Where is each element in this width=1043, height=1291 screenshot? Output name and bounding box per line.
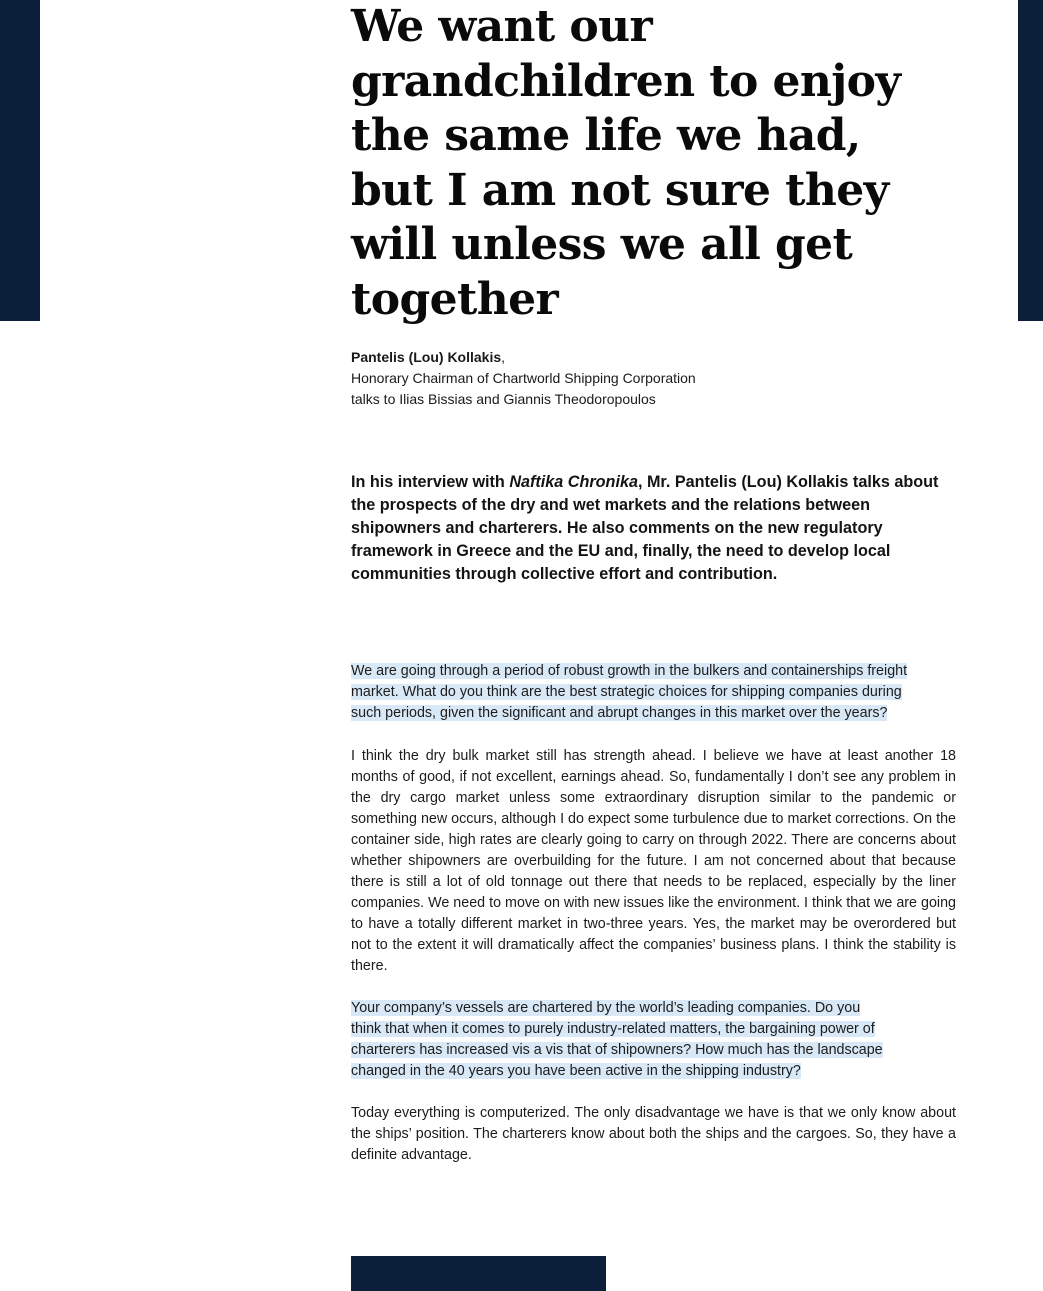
name-comma: , [501,349,506,365]
intro-paragraph [351,471,956,586]
question-1-text: We are going through a period of robust growth in the bulkers and containerships freight market. What do you think are the best strategic choices for shipping companies during such periods, given the significant and abrupt changes in this market over the years? [351,663,908,721]
article [351,0,956,1163]
intro-text: , Mr. Pantelis (Lou) Kollakis talks about the prospects of the dry and wet markets and the relations between shipowners and charterers. He also comments on the new regulatory framework in Greece and the EU and, finally, the need to develop local communities through collective effort and contribution. [351,473,939,583]
right-navy-bar [1018,0,1043,321]
interviewers: talks to Ilias Bissias and Giannis Theodoropoulos [351,391,656,407]
byline-name-line [351,347,951,368]
byline [351,347,951,410]
question-2 [351,998,956,1082]
question-1 [351,661,956,724]
interviewee-name: Pantelis (Lou) Kollakis [351,349,502,365]
answer-2: Today everything is computerized. The only disadvantage we have is that we only know about the ships’ position. The charterers know about both the ships and the cargoes. So, they have a definite advantage. [351,1105,956,1163]
answer-1: I think the dry bulk market still has strength ahead. I believe we have at least another 18 months of good, if not excellent, earnings ahead. So, fundamentally I don’t see any problem in the dry cargo market unless some extraordinary disruption similar to the pandemic or something new occurs, although I do expect some turbulence due to market corrections. On the container side, high rates are clearly going to carry on through 2022. There are concerns about whether shipowners are overbuilding for the future. I am not concerned about that because there is still a lot of old tonnage out there that needs to be replaced, especially by the liner companies. We need to move on with new issues like the environment. I think that we are going to have a totally different market in two-three years. Yes, the market may be overordered but not to the extent it will dramatically affect the companies’ business plans. I think the stability is there. [351,748,956,974]
question-2-text: Your company’s vessels are chartered by the world’s leading companies. Do you think that when it comes to purely industry-related matters, the bargaining power of charterers has increased vis a vis that of shipowners? How much has the landscape changed in the 40 years you have been active in the shipping industry? [351,1000,883,1079]
footer-navy-bar [351,1256,606,1291]
interviewee-role: Honorary Chairman of Chartworld Shipping Corporation [351,370,696,386]
left-navy-bar [0,0,40,321]
intro-prefix: In his interview with [351,473,510,491]
publication-name: Naftika Chronika [509,473,638,491]
headline: We want our grandchildren to enjoy the same life we had, but I am not sure they will unless we all get together [351,1,901,325]
